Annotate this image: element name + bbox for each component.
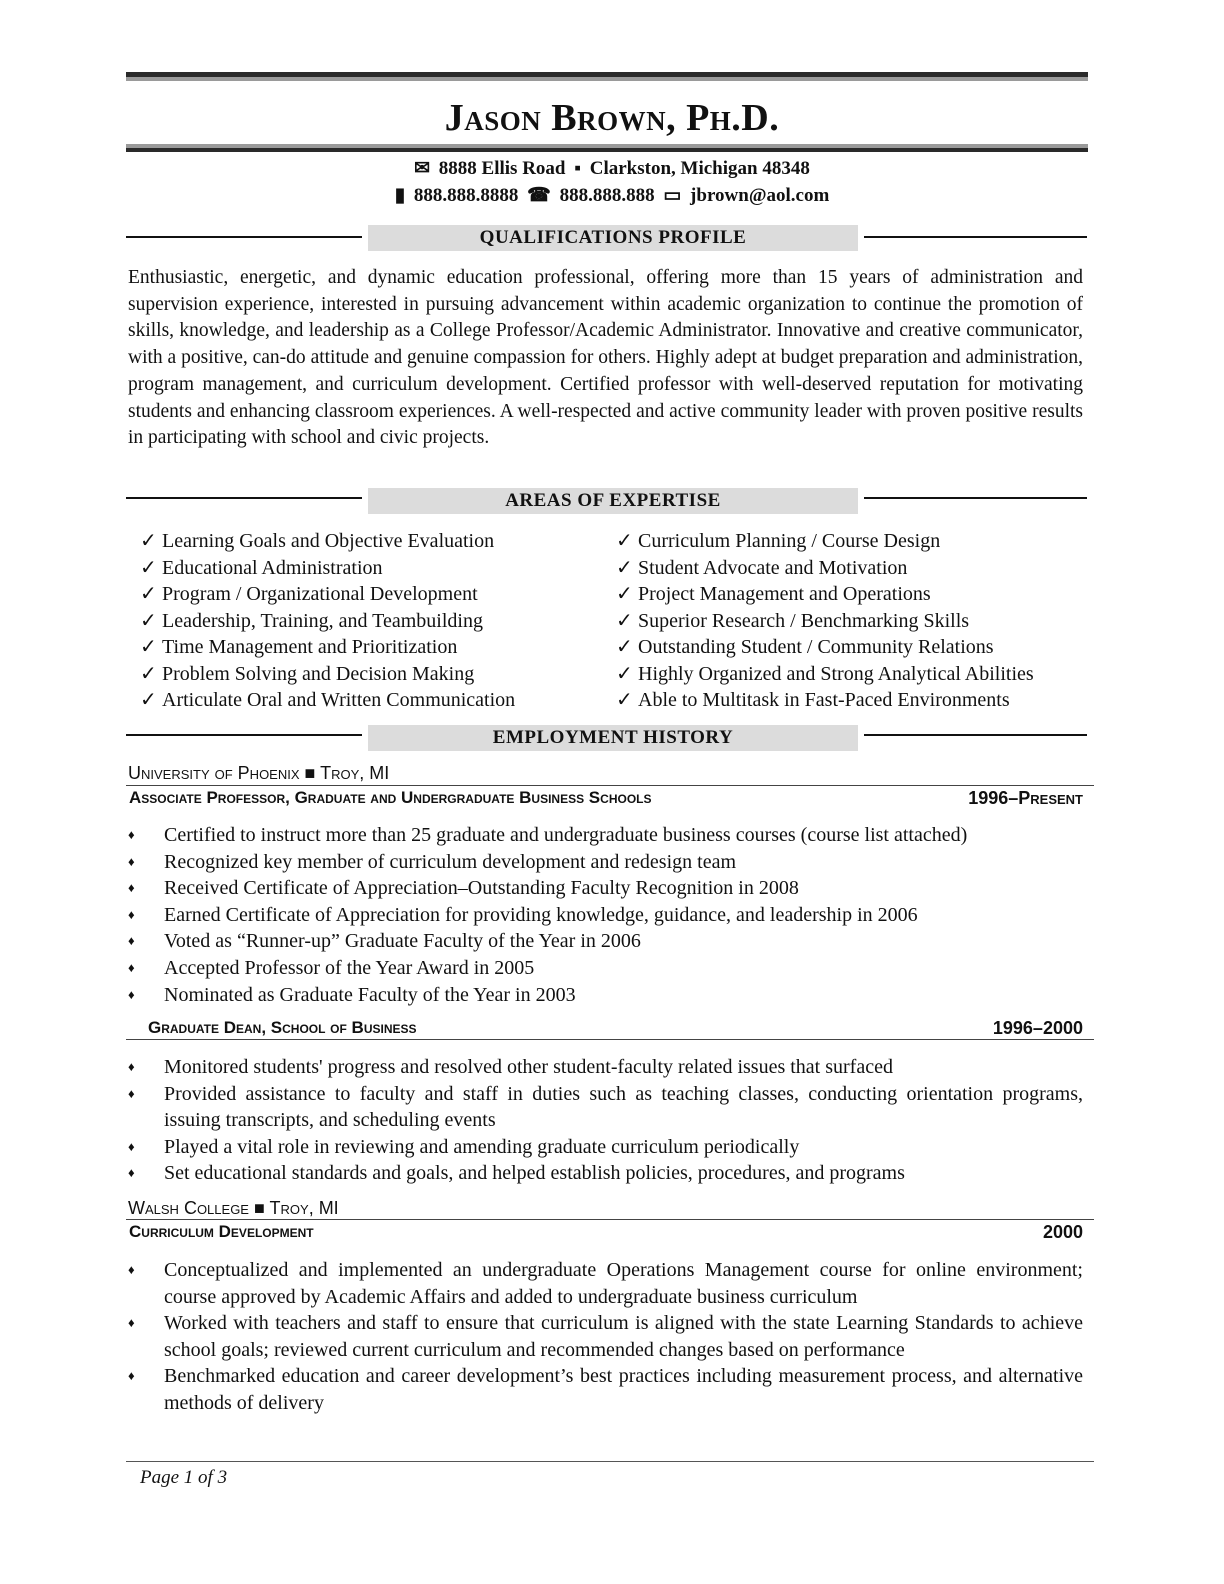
check-icon: ✓ bbox=[140, 662, 157, 685]
diamond-bullet-icon: ♦ bbox=[128, 906, 135, 922]
section-rule-left bbox=[126, 497, 362, 499]
expertise-list-right bbox=[616, 528, 1034, 714]
check-icon: ✓ bbox=[140, 636, 157, 658]
job-title: Associate Professor, Graduate and Undergraduate Business Schools bbox=[129, 788, 652, 807]
list-item: ✓ Outstanding Student / Community Relations bbox=[616, 634, 1034, 661]
diamond-bullet-icon: ♦ bbox=[128, 827, 135, 842]
check-icon: ✓ bbox=[140, 609, 157, 632]
check-icon: ✓ bbox=[616, 689, 633, 711]
section-rule-left bbox=[126, 236, 362, 238]
job-bullets bbox=[128, 1054, 1083, 1187]
mobile-number: 888.888.8888 bbox=[413, 185, 519, 206]
expertise-list-left bbox=[140, 528, 515, 714]
list-item: ✓ Project Management and Operations bbox=[616, 581, 1034, 608]
list-item: ♦ Voted as “Runner-up” Graduate Faculty of the Year in 2006 bbox=[128, 928, 1083, 955]
employer-rule bbox=[126, 1219, 1094, 1220]
telephone-icon: ☎ bbox=[527, 185, 551, 206]
list-item: ✓ Superior Research / Benchmarking Skills bbox=[616, 608, 1034, 635]
employer-rule bbox=[126, 785, 1094, 786]
list-item: ♦ Conceptualized and implemented an undergraduate Operations Management course for online environment; course approved by Academic Affairs and added to undergraduate business curriculum bbox=[128, 1259, 1083, 1308]
top-rule-shadow bbox=[126, 77, 1088, 81]
list-item: ✓ Program / Organizational Development bbox=[140, 581, 515, 608]
check-icon: ✓ bbox=[616, 662, 633, 685]
job-bullets bbox=[128, 822, 1083, 1008]
list-item: ♦ Monitored students' progress and resolved other student-faculty related issues that surfaced bbox=[128, 1054, 1083, 1081]
list-item: ♦ Earned Certificate of Appreciation for providing knowledge, guidance, and leadership in 2006 bbox=[128, 902, 1083, 929]
list-item: ♦ Recognized key member of curriculum development and redesign team bbox=[128, 849, 1083, 876]
list-item: ✓ Able to Multitask in Fast-Paced Environments bbox=[616, 687, 1034, 714]
check-icon: ✓ bbox=[616, 530, 633, 552]
list-item: ✓ Educational Administration bbox=[140, 555, 515, 582]
check-icon: ✓ bbox=[616, 583, 633, 605]
diamond-bullet-icon: ♦ bbox=[128, 959, 135, 975]
profile-paragraph: Enthusiastic, energetic, and dynamic education professional, offering more than 15 years of administration and supervision experience, interested in pursuing advancement within academic organization to continue the promotion of skills, knowledge, and leadership as a College Professor/Academic Administrator. Innovative and creative communicator, with a positive, can-do attitude and genuine compassion for others. Highly adept at budget preparation and administration, program management, and curriculum development. Certified professor with well-deserved reputation for motivating students and enhancing classroom experiences. A well-respected and active community leader with proven positive results in participating with school and civic projects. bbox=[128, 267, 1083, 449]
check-icon: ✓ bbox=[140, 530, 157, 552]
list-item: ✓ Curriculum Planning / Course Design bbox=[616, 528, 1034, 555]
section-rule-right bbox=[864, 236, 1087, 238]
job-title: Curriculum Development bbox=[129, 1222, 314, 1241]
section-title-qualifications: QUALIFICATIONS PROFILE bbox=[368, 225, 858, 251]
section-title-expertise: AREAS OF EXPERTISE bbox=[368, 488, 858, 514]
section-rule-left bbox=[126, 734, 362, 736]
diamond-bullet-icon: ♦ bbox=[128, 986, 135, 1002]
list-item: ♦ Played a vital role in reviewing and amending graduate curriculum periodically bbox=[128, 1134, 1083, 1161]
envelope-icon: ✉ bbox=[414, 158, 431, 179]
employer-name: University of Phoenix ■ Troy, MI bbox=[128, 763, 390, 783]
check-icon: ✓ bbox=[616, 636, 633, 658]
diamond-bullet-icon: ♦ bbox=[128, 1085, 135, 1101]
list-item: ✓ Highly Organized and Strong Analytical Abilities bbox=[616, 661, 1034, 688]
check-icon: ✓ bbox=[616, 556, 633, 579]
section-rule-right bbox=[864, 497, 1087, 499]
diamond-bullet-icon: ♦ bbox=[128, 1262, 135, 1277]
check-icon: ✓ bbox=[140, 556, 157, 579]
list-item: ♦ Received Certificate of Appreciation–Outstanding Faculty Recognition in 2008 bbox=[128, 875, 1083, 902]
check-icon: ✓ bbox=[616, 609, 633, 632]
phone-line bbox=[0, 184, 1224, 208]
job-bullets bbox=[128, 1257, 1083, 1417]
list-item: ♦ Benchmarked education and career development’s best practices including measurement process, and alternative methods of delivery bbox=[128, 1365, 1083, 1414]
diamond-bullet-icon: ♦ bbox=[128, 1059, 135, 1074]
role-rule bbox=[126, 1039, 1094, 1040]
address: 8888 Ellis Road bbox=[438, 158, 566, 179]
list-item: ✓ Leadership, Training, and Teambuilding bbox=[140, 608, 515, 635]
city: Clarkston, Michigan 48348 bbox=[589, 158, 810, 179]
name-rule bbox=[126, 148, 1088, 152]
job-title: Graduate Dean, School of Business bbox=[148, 1018, 417, 1037]
job-dates: 1996–2000 bbox=[992, 1018, 1083, 1038]
diamond-bullet-icon: ♦ bbox=[128, 1315, 135, 1331]
diamond-bullet-icon: ♦ bbox=[128, 1138, 135, 1154]
computer-icon: ▭ bbox=[663, 185, 682, 206]
list-item: ♦ Nominated as Graduate Faculty of the Year in 2003 bbox=[128, 982, 1083, 1009]
section-title-employment: EMPLOYMENT HISTORY bbox=[368, 725, 858, 751]
list-item: ♦ Provided assistance to faculty and staff in duties such as teaching classes, conducting orientation programs, issuing transcripts, and scheduling events bbox=[128, 1082, 1083, 1132]
email-link[interactable]: jbrown@aol.com bbox=[690, 185, 830, 206]
list-item: ✓ Student Advocate and Motivation bbox=[616, 555, 1034, 582]
check-icon: ✓ bbox=[140, 583, 157, 605]
diamond-bullet-icon: ♦ bbox=[128, 1368, 135, 1384]
list-item: ♦ Worked with teachers and staff to ensure that curriculum is aligned with the state Learning Standards to achieve school goals; reviewed current curriculum and recommended changes based on performance bbox=[128, 1312, 1083, 1361]
job-dates: 1996–Present bbox=[968, 788, 1083, 808]
list-item: ♦ Set educational standards and goals, and helped establish policies, procedures, and programs bbox=[128, 1160, 1083, 1187]
list-item: ✓ Problem Solving and Decision Making bbox=[140, 661, 515, 688]
footer-rule bbox=[126, 1461, 1094, 1462]
diamond-bullet-icon: ♦ bbox=[128, 853, 135, 869]
list-item: ✓ Articulate Oral and Written Communication bbox=[140, 687, 515, 714]
page-number: Page 1 of 3 bbox=[140, 1467, 228, 1488]
address-line bbox=[0, 157, 1224, 181]
section-rule-right bbox=[864, 734, 1087, 736]
employer-name: Walsh College ■ Troy, MI bbox=[128, 1198, 339, 1218]
list-item: ♦ Certified to instruct more than 25 graduate and undergraduate business courses (course list attached) bbox=[128, 822, 1083, 849]
diamond-bullet-icon: ♦ bbox=[128, 1165, 135, 1181]
job-dates: 2000 bbox=[1042, 1222, 1083, 1242]
diamond-bullet-icon: ♦ bbox=[128, 880, 135, 896]
check-icon: ✓ bbox=[140, 689, 157, 711]
separator: ▪ bbox=[574, 158, 581, 179]
diamond-bullet-icon: ♦ bbox=[128, 933, 135, 949]
list-item: ✓ Time Management and Prioritization bbox=[140, 634, 515, 661]
list-item: ♦ Accepted Professor of the Year Award in 2005 bbox=[128, 955, 1083, 982]
list-item: ✓ Learning Goals and Objective Evaluation bbox=[140, 528, 515, 555]
mobile-phone-icon: ▮ bbox=[394, 185, 406, 206]
candidate-name: Jason Brown, Ph.D. bbox=[444, 97, 780, 139]
phone-number: 888.888.888 bbox=[559, 185, 655, 206]
